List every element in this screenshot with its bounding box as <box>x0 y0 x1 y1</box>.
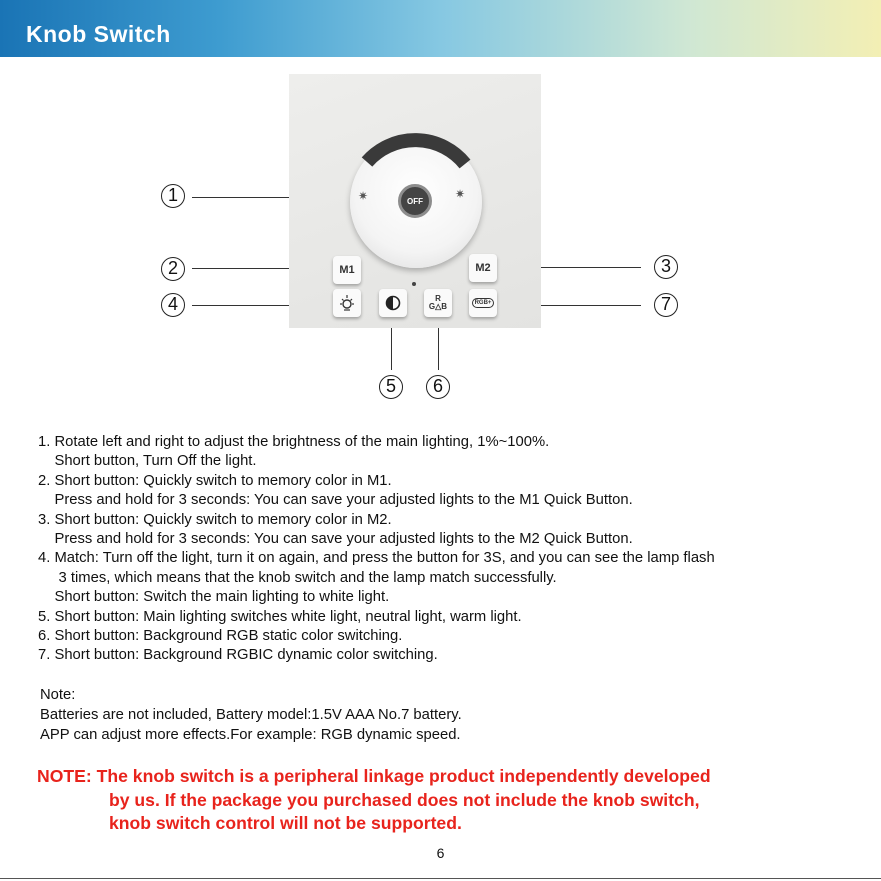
callout-line-4 <box>192 305 289 306</box>
page-title: Knob Switch <box>26 21 171 47</box>
page-number: 6 <box>436 845 445 861</box>
indicator-dot <box>412 282 416 286</box>
note-heading: Note: <box>40 687 76 703</box>
instruction-line: 3. Short button: Quickly switch to memory color in M2. <box>38 511 392 528</box>
instruction-line: Short button: Switch the main lighting to white light. <box>38 589 390 606</box>
color-temp-button[interactable] <box>379 289 407 317</box>
callout-line-7 <box>541 305 641 306</box>
callout-line-3 <box>541 267 641 268</box>
white-light-button[interactable] <box>333 289 361 317</box>
instruction-line: 7. Short button: Background RGBIC dynamic color switching. <box>38 647 438 664</box>
sun-bright-icon: ✷ <box>455 187 466 201</box>
callout-1: 1 <box>161 184 185 208</box>
knob-switch-device <box>289 74 541 328</box>
warning-note <box>37 765 711 836</box>
instruction-line: Press and hold for 3 seconds: You can save your adjusted lights to the M2 Quick Button. <box>38 531 633 548</box>
instruction-line: 5. Short button: Main lighting switches white light, neutral light, warm light. <box>38 608 522 625</box>
instruction-line: 2. Short button: Quickly switch to memory color in M1. <box>38 472 392 489</box>
instruction-line: 6. Short button: Background RGB static color switching. <box>38 628 403 645</box>
callout-line-2 <box>192 268 289 269</box>
rgbic-button[interactable] <box>469 289 497 317</box>
callout-4: 4 <box>161 293 185 317</box>
instruction-line: 3 times, which means that the knob switch and the lamp match successfully. <box>38 569 557 586</box>
callout-line-6 <box>438 328 439 370</box>
rgbic-label: RGB+ <box>472 298 495 308</box>
sun-dim-icon: ✷ <box>358 189 369 203</box>
callout-7: 7 <box>654 293 678 317</box>
callout-6: 6 <box>426 375 450 399</box>
rgb-button[interactable]: R G△B <box>424 289 452 317</box>
m1-button[interactable]: M1 <box>333 256 361 284</box>
footer-divider <box>0 878 881 879</box>
instruction-line: Press and hold for 3 seconds: You can save your adjusted lights to the M1 Quick Button. <box>38 492 633 509</box>
lamp-icon <box>337 293 357 313</box>
note-block <box>40 685 462 745</box>
instruction-line: 4. Match: Turn off the light, turn it on again, and press the button for 3S, and you can see the lamp flash <box>38 550 715 567</box>
note-line: APP can adjust more effects.For example: RGB dynamic speed. <box>40 727 461 743</box>
callout-line-5 <box>391 328 392 370</box>
note-line: Batteries are not included, Battery model:1.5V AAA No.7 battery. <box>40 707 462 723</box>
callout-2: 2 <box>161 257 185 281</box>
warning-line: NOTE: The knob switch is a peripheral linkage product independently developed <box>37 766 711 786</box>
callout-5: 5 <box>379 375 403 399</box>
m2-button[interactable]: M2 <box>469 254 497 282</box>
callout-line-1 <box>192 197 289 198</box>
warning-line: by us. If the package you purchased does not include the knob switch, <box>109 789 700 810</box>
instructions-list <box>38 433 715 666</box>
instruction-line: 1. Rotate left and right to adjust the brightness of the main lighting, 1%~100%. <box>38 434 550 450</box>
color-temp-icon <box>384 294 402 312</box>
callout-3: 3 <box>654 255 678 279</box>
off-button[interactable]: OFF <box>398 184 432 218</box>
instruction-line: Short button, Turn Off the light. <box>38 453 257 470</box>
warning-line: knob switch control will not be supported. <box>109 813 462 833</box>
